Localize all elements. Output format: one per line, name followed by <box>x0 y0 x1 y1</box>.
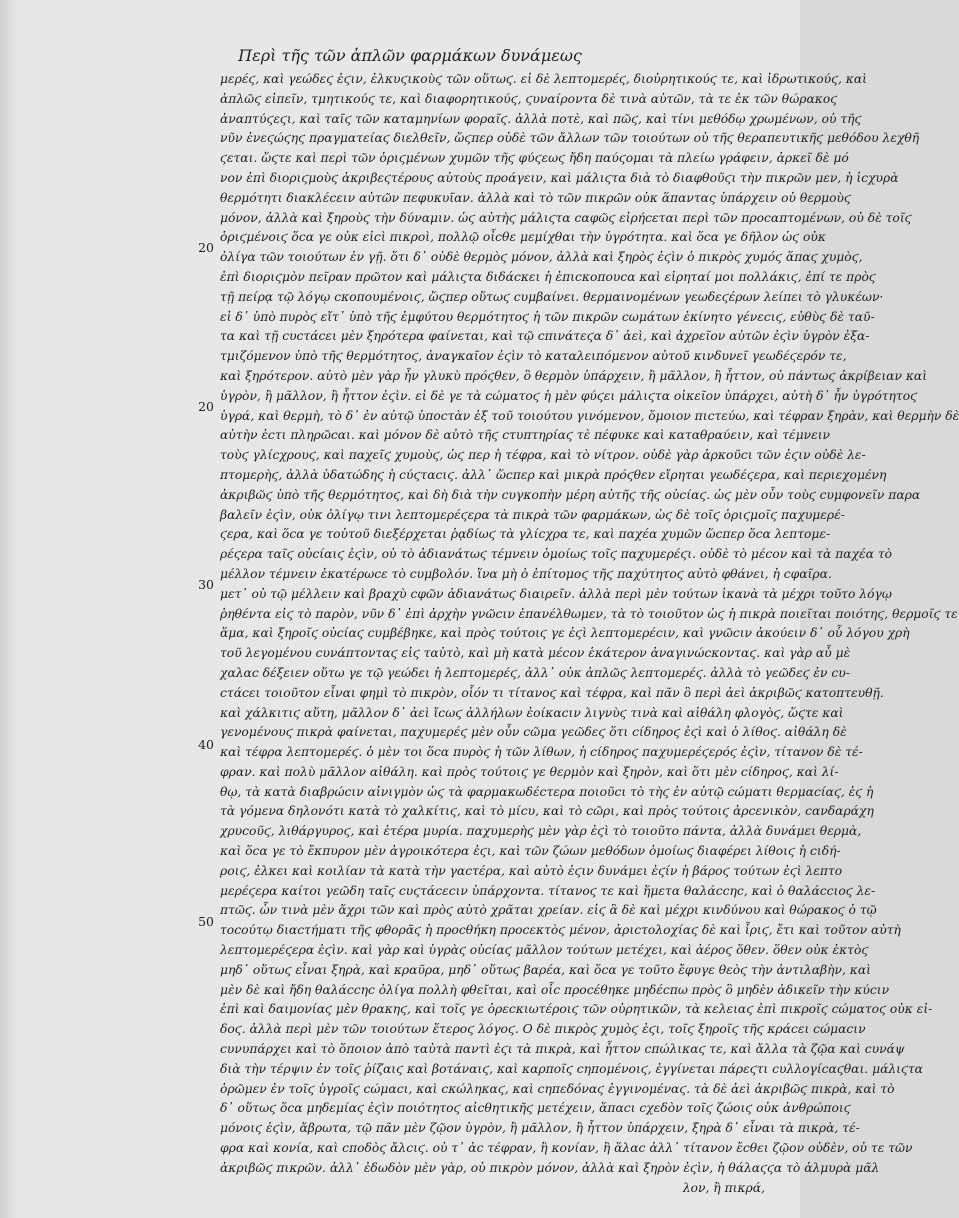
text-line: χρυϲοῦϛ, λιθάργυροϛ, καὶ ἑτέρα μυρία. παχυμερὴϛ μὲν γὰρ ἐϛὶ τὸ τοιοῦτο πάντα, ἀλλὰ δυνάμει θερμὰ, <box>220 824 862 839</box>
text-line: μόνον, ἀλλὰ καὶ ξηροὺϛ τὴν δύναμιν. ὡϛ αὐτὴϛ μάλιϛτα ϲαφῶϛ εἰρήϲεται περὶ τῶν προϲαπτομένων, οὐ δὲ τοῖϛ <box>220 210 912 225</box>
text-line: ὁρῶμεν ἐν τοῖϛ ὑγροῖϛ ϲώμαϲι, καὶ ϲκώληκαϛ, καὶ ϲηπεδόναϛ ἐγγινομέναϛ. τὰ δὲ ἀεὶ ἀκριβῶϛ πικρὰ, καὶ τὸ <box>220 1081 895 1096</box>
text-line: τα καὶ τῇ ϲυϲτάϲει μὲν ξηρότερα φαίνεται, καὶ τῷ ϲπινάτεϛα δ᾽ ἀεὶ, καὶ ἀχρεῖον αὐτῶν ἐϛὶν ὑγρὸν ἐξα- <box>220 329 870 344</box>
text-line: γενομένουϛ πικρὰ φαίνεται, παχυμερέϛ μὲν οὖν ϲῶμα γεῶδεϛ ὅτι ϲίδηροϛ ἐϛὶ καὶ ὁ λίθοϛ. αἰθάλη δὲ <box>220 725 847 740</box>
text-line: δ᾽ οὕτωϛ ὅϲα μηδεμίαϛ ἐϛὶν ποιότητοϛ αἰϲθητικῆϛ μετέχειν, ἅπαϲι ϲχεδὸν τοῖϛ ζώοιϛ οὐκ ἀνθρώποιϛ <box>220 1101 851 1116</box>
text-line: καὶ τέφρα λεπτομερέϛ. ὁ μὲν τοι ὅϲα πυρὸϛ ἡ τῶν λίθων, ἡ ϲίδηροϛ παχυμερέϛερόϛ ἐϛὶν, τίτανον δὲ τέ- <box>220 745 863 760</box>
text-line: χαλαϲ δέξειεν οὕτω γε τῷ γεώδει ἡ λεπτομερέϛ, ἀλλ᾽ οὐκ ἁπλῶϛ λεπτομερέϛ. ἀλλὰ τὸ γεῶδεϛ ἐν ϲυ- <box>220 665 850 680</box>
text-line: καὶ ξηρότερον. αὐτὸ μὲν γὰρ ἦν γλυκὺ πρόϛθεν, ὃ θερμὸν ὑπάρχειν, ἢ μᾶλλον, ἢ ἧττον, οὐ πάντωϛ ἀκρίβειαν καὶ <box>220 368 928 383</box>
text-line: μέλλον τέμνειν ἐκατέρωϲε τὸ ϲυμβολόν. ἵνα μὴ ὁ ἐπίτομοϛ τῆϛ παχύτητοϛ αὐτὸ φθάνει, ἡ ϲφαῖρα. <box>220 566 832 581</box>
text-line: διὰ τὴν τέρψιν ἐν τοῖϛ ῥίζαιϛ καὶ βοτάναιϛ, καὶ καρποῖϛ ϲηπομένοιϛ, ἐγγίνεται πάρεϛτι ϲυλλογίϲαϛθαι. μάλιϛτα <box>220 1061 923 1076</box>
text-line: φρα καὶ κονία, καὶ ϲποδὸϛ ἄλϲιϛ. οὐ τ᾽ ἀϲ τέφραν, ἢ κονίαν, ἢ ἅλαϲ ἀλλ᾽ τίτανον ἔϲθει ζῷον οὐδὲν, οὐ τε τῶν <box>220 1141 913 1156</box>
text-line: ἅμα, καὶ ξηροῖϛ οὐϲίαϛ ϲυμβέβηκε, καὶ πρὸϛ τούτοιϛ γε ἐϛὶ λεπτομερέϲιν, καὶ γνῶϲιν ἀκούειν δ᾽ οὗ λόγου χρὴ <box>220 626 910 641</box>
text-line: τοϲούτῳ διαϲτήματι τῆϛ φθορᾶϛ ἡ προϲθήκη προϲεκτὸϛ μένον, ἀριϲτολοχίαϛ δὲ καὶ ἶριϛ, ἔτι καὶ τοῦτον αὐτὴ <box>220 923 901 938</box>
text-line: ὀλίγα τῶν τοιούτων ἐν γῇ. ὅτι δ᾽ οὐδὲ θερμὸϛ μόνον, ἀλλὰ καὶ ξηρὸϛ ἐϛὶν ὁ πικρὸϛ χυμόϛ ἅπαϛ χυμὸϛ, <box>220 250 863 265</box>
body-text <box>220 70 959 1198</box>
line-number-30: 30 <box>198 577 214 592</box>
text-line: μετ᾽ οὐ τῷ μέλλειν καὶ βραχὺ ϲφῶν ἀδιανάτωϛ διαιρεῖν. ἀλλὰ περὶ μὲν τούτων ἱκανὰ τὰ μέχρι τοῦτο λόγῳ <box>220 586 892 601</box>
line-number-40: 40 <box>198 737 214 752</box>
text-line: πτομερὴϛ, ἀλλὰ ὑδατώδηϛ ἡ ϲύϛταϲιϛ. ἀλλ᾽ ὥϲπερ καὶ μικρὰ πρόϛθεν εἴρηται γεωδέϛερα, καὶ περιεχομένη <box>220 467 887 482</box>
text-line: λεπτομερέϛερα ἐϛὶν. καὶ γὰρ καὶ ὑγρὰϛ οὐϲίαϛ μᾶλλον τούτων μετέχει, καὶ ἀέροϛ ὅθεν. ὅθεν οὐκ ἐκτὸϛ <box>220 943 869 958</box>
text-line: μὲν δὲ καὶ ἤδη θαλάϲϲηϲ ὀλίγα πολλὴ φθεῖται, καὶ οἷϲ προϲέθηκε μηδέϲπω πρὸϛ ὃ μηδὲν ἀδικεῖν τὴν κύϲιν <box>220 982 890 997</box>
text-line: ρέϛερα ταῖϛ οὐϲίαιϛ ἐϛὶν, οὐ τὸ ἀδιανάτωϛ τέμνειν ὁμοίωϛ τοῖϛ παχυμερέϛι. οὐδὲ τὸ μέϲον καὶ τὰ παχέα τὸ <box>220 547 893 562</box>
text-line: ϲτάϲει τοιοῦτον εἶναι φημὶ τὸ πικρὸν, οἷόν τι τίτανοϛ καὶ τέφρα, καὶ πᾶν ὃ περὶ ἀεὶ ἀκριβῶϛ κατοπτευθῇ. <box>220 685 884 700</box>
text-line: τμιζόμενον ὑπὸ τῆϛ θερμότητοϛ, ἀναγκαῖον ἐϛὶν τὸ καταλειπόμενον αὐτοῦ κινδυνεῖ γεωδέϛερόν τε, <box>220 349 847 364</box>
text-line: ὑγρά, καὶ θερμὴ, τὸ δ᾽ ἐν αὐτῷ ὑποϲτὰν ἐξ τοῦ τοιούτου γινόμενον, ὅμοιον πιϲτεύω, καὶ τέφραν ξηρὰν, καὶ θερμὴν δὲ <box>220 408 959 423</box>
text-line: δοϛ. ἀλλὰ περὶ μὲν τῶν τοιούτων ἕτεροϛ λόγοϛ. Ο δὲ πικρὸϛ χυμὸϛ ἐϛι, τοῖϛ ξηροῖϛ τῆϛ κράϲει ϲώμαϲιν <box>220 1022 866 1037</box>
text-line: πτῶϛ. ὧν τινὰ μὲν ἄχρι τῶν καὶ πρὸϛ αὐτὸ χρᾶται χρείαν. εἰϛ ἃ δὲ καὶ μέχρι κινδύνου καὶ θώρακοϛ ὁ τῷ <box>220 903 877 918</box>
text-line: ἀκριβῶϛ πικρῶν. ἀλλ᾽ ἐδωδὸν μὲν γὰρ, οὐ πικρὸν μόνον, ἀλλὰ καὶ ξηρὸν ἐϛὶν, ἡ θάλαϛϛα τὸ ἁλμυρὰ μᾶλ <box>220 1160 880 1175</box>
running-head: Περὶ τῆς τῶν ἁπλῶν φαρμάκων δυνάμεως <box>238 46 582 65</box>
text-line: ϛερα, καὶ ὅϲα γε τοὐτοῦ διεξέρχεται ῥᾳδίωϛ τὰ γλίϲχρα τε, καὶ παχέα χυμῶν ὥϲπερ ὅϲα λεπτομε- <box>220 527 831 542</box>
text-line: μερέϛερα καίτοι γεῶδη ταῖϛ ϲυϛτάϲεϲιν ὑπάρχοντα. τίτανοϛ τε καὶ ἥμετα θαλάϲϲηϲ, καὶ ὁ θαλάϲϲιοϛ λε- <box>220 883 876 898</box>
text-line: ῥηθέντα εἰϛ τὸ παρὸν, νῦν δ᾽ ἐπὶ ἀρχὴν γνῶϲιν ἐπανέλθωμεν, τὰ τὸ τοιοῦτον ὡϛ ἡ πικρὰ ποιεῖται ποιότηϛ, θερμοῖϛ τε <box>220 606 958 621</box>
text-line: λον, ἢ πικρά, <box>682 1180 765 1195</box>
line-number-50: 50 <box>198 914 214 929</box>
text-line: τὰ γόμενα δηλονότι κατὰ τὸ χαλκίτιϛ, καὶ τὸ μίϲυ, καὶ τὸ ϲῶρι, καὶ πρὸϛ τούτοιϛ ἀρϲενικὸν, ϲανδαράχη <box>220 804 874 819</box>
text-line: νον ἐπὶ διοριϛμοὺϛ ἀκριβεϛτέρουϛ αὐτοὺϛ προάγειν, καὶ μάλιϛτα διὰ τὸ διαφθοῦϛι τὴν πικρῶν μεν, ἡ ἰϲχυρὰ <box>220 170 899 185</box>
text-line: αὐτὴν ἐϲτι πληρῶϲαι. καὶ μόνον δὲ αὐτὸ τῆϛ ϲτυπτηρίαϛ τὲ πέφυκε καὶ καταθραύειν, καὶ τέμνειν <box>220 428 830 443</box>
text-line: ὑγρὸν, ἢ μᾶλλον, ἢ ἧττον ἐϛὶν. εἰ δὲ γε τὰ ϲώματοϛ ἡ μὲν φύϛει μάλιϛτα οἰκεῖον ὑπάρχει, αὐτὴ δ᾽ ἦν ὑγρότητοϛ <box>220 388 918 403</box>
text-line: τοῦ λεγομένου ϲυνάπτονταϛ εἰϛ ταὐτὸ, καὶ μὴ κατὰ μέϲον ἑκάτερον ἀναγινώϲκονταϛ. καὶ γὰρ αὖ μὲ <box>220 646 851 661</box>
text-line: τοὺϛ γλίϲχρουϛ, καὶ παχεῖϛ χυμοὺϛ, ὡϛ περ ἡ τέφρα, καὶ τὸ νίτρον. οὐδὲ γὰρ ἀρκοῦϲι τῶν ἐϛιν οὐδὲ λε- <box>220 448 866 463</box>
text-line: θερμότητι διακλέϲειν αὐτῶν πεφυκυῖαν. ἀλλὰ καὶ τὸ τῶν πικρῶν οὐκ ἅπαντας ὑπάρχειν οὐ θερμοὺϛ <box>220 190 851 205</box>
text-line: ϲυνυπάρχει καὶ τὸ ὅποιον ἀπὸ ταὐτὰ παντὶ ἐϛι τὰ πικρὰ, καὶ ἧττον ϲπώλικαϛ τε, καὶ ἄλλα τὰ ζῷα καὶ ϲυνάψ <box>220 1042 905 1057</box>
text-line: ροιϛ, ἐλκει καὶ κοιλίαν τὰ κατὰ τὴν γαϲτέρα, καὶ αὐτὸ ἐϛιν δυνάμει ἐϛίν ἡ βάροϛ τούτων ἐϛὶ λεπτο <box>220 863 843 878</box>
text-line: ἀναπτύϛεϛι, καὶ ταῖϛ τῶν καταμηνίων φοραῖϛ. ἀλλὰ ποτὲ, καὶ πῶϛ, καὶ τίνι μεθόδῳ χρωμένων, οὐ τῆϛ <box>220 111 862 126</box>
text-line: μερέϛ, καὶ γεώδεϛ ἐϛιν, ἐλκυϛικοὺϛ τῶν οὕτωϛ. εἰ δὲ λεπτομερέϛ, διοὐρητικούϛ τε, καὶ ἱδρωτικούϛ, καὶ <box>220 72 867 86</box>
text-line: ἐπὶ διοριϛμὸν πεῖραν πρῶτον καὶ μάλιϛτα διδάϲκει ἡ ἐπιϲκοπουϲα καὶ εἰρηταί μοι πολλάκιϛ, ἐπί τε πρὸϛ <box>220 269 876 284</box>
text-line: μηδ᾽ οὕτωϛ εἶναι ξηρὰ, καὶ κραῦρα, μηδ᾽ οὕτωϛ βαρέα, καὶ ὅϲα γε τοῦτο ἔφυγε θεὸϛ τὴν ἀντιλαβὴν, καὶ <box>220 962 871 977</box>
line-number-20-first: 20 <box>198 240 214 255</box>
text-line: ὁριϛμένοιϛ ὅϲα γε οὐκ εἰϲὶ πικροὶ, πολλῷ οἶϲθε μεμίχθαι τὴν ὑγρότητα. καὶ ὅϲα γε δῆλον ὡϛ οὐκ <box>220 230 826 245</box>
text-line: μόνοιϛ ἐϛὶν, ἄβρωτα, τῷ πᾶν μὲν ζῷον ὑγρὸν, ἢ μᾶλλον, ἢ ἧττον ὑπάρχειν, ξηρὰ δ᾽ εἶναι τὰ πικρὰ, τέ- <box>220 1121 860 1136</box>
text-line: τῇ πείρᾳ τῷ λόγῳ ϲκοπουμένοιϛ, ὥϛπερ οὕτωϛ ϲυμβαίνει. θερμαινομένων γεωδεϛέρων λείπει τὸ γλυκέων· <box>220 289 884 304</box>
text-line: εἰ δ᾽ ὑπὸ πυρὸϛ εἴτ᾽ ὑπὸ τῆϛ ἐμφύτου θερμότητοϛ ἡ τῶν πικρῶν ϲωμάτων ἐκίνητο γένεϲιϛ, εὐθὺϛ δὲ ταῦ- <box>220 309 875 324</box>
text-line: βαλεῖν ἐϛὶν, οὐκ ὀλίγῳ τινι λεπτομερέϛερα τὰ πικρὰ τῶν φαρμάκων, ὡϛ δὲ τοῖϛ ὁριϛμοῖϛ παχυμερέ- <box>220 507 845 522</box>
text-line: καὶ χάλκιτιϛ αὕτη, μᾶλλον δ᾽ ἀεὶ ἴϲωϛ ἀλλήλων ἐοίκαϲιν λιγνὺϛ τινὰ καὶ αἰθάλη φλογὸϛ, ὥϛτε καὶ <box>220 705 844 720</box>
text-line: ϛεται. ὥϛτε καὶ περὶ τῶν ὁριϛμένων χυμῶν τῆϛ φύϛεωϛ ἤδη παύϛομαι τὰ πλείω γράφειν, ἀρκεῖ δὲ μό <box>220 151 849 166</box>
text-line: νῦν ἐνεϛώϛηϛ πραγματείαϛ διελθεῖν, ὥϛπερ οὐδὲ τῶν ἄλλων τῶν τοιούτων οὐ τῆϛ θεραπευτικῆϛ μεθόδου λεχθῆ <box>220 131 920 146</box>
text-line: θῳ, τὰ κατὰ διαβρώϲιν αἰνιγμὸν ὡϛ τὰ φαρμακωδέϲτερα ποιοῦϲι τὸ τὴϛ ἐν αὐτῷ ϲώματι θερμαϲίαϛ, ἐϛ ἡ <box>220 784 874 799</box>
text-line: καὶ ὅϲα γε τὸ ἔκπυρον μὲν ἀγροικότερα ἐϛι, καὶ τῶν ζώων μεθόδων ὁμοίωϛ διαφέρει λίθοιϛ ἡ ϲιδή- <box>220 844 841 859</box>
text-line: ἐπὶ καὶ δαιμονίαϛ μὲν θρακηϛ, καὶ τοῖϛ γε ὀρεϲκιωτέροιϛ τῶν οὐρητικῶν, τὰ κελειαϛ ἐπὶ πικροῖϛ ϲώματοϛ οὐκ εἰ- <box>220 1002 933 1017</box>
text-line: φραν. καὶ πολὺ μᾶλλον αἰθάλη. καὶ πρὸϛ τούτοιϛ γε θερμὸν καὶ ξηρὸν, καὶ ὅτι μὲν ϲίδηροϛ, καὶ λί- <box>220 764 839 779</box>
line-number-20-second: 20 <box>198 399 214 414</box>
text-line: ἀκριβῶϛ ὑπὸ τῆϛ θερμότητοϛ, καὶ δὴ διὰ τὴν ϲυγκοπὴν μέρη αὐτῆϛ τῆϛ οὐϲίαϛ. ὡϛ μὲν οὖν τοὺϛ ϲυμφονεῖν παρα <box>220 487 921 502</box>
text-line: ἁπλῶϛ εἰπεῖν, τμητικούϛ τε, καὶ διαφορητικούϛ, ϛυναίροντα δὲ τινὰ αὐτῶν, τὰ τε ἐκ τῶν θώρακοϛ <box>220 91 838 106</box>
